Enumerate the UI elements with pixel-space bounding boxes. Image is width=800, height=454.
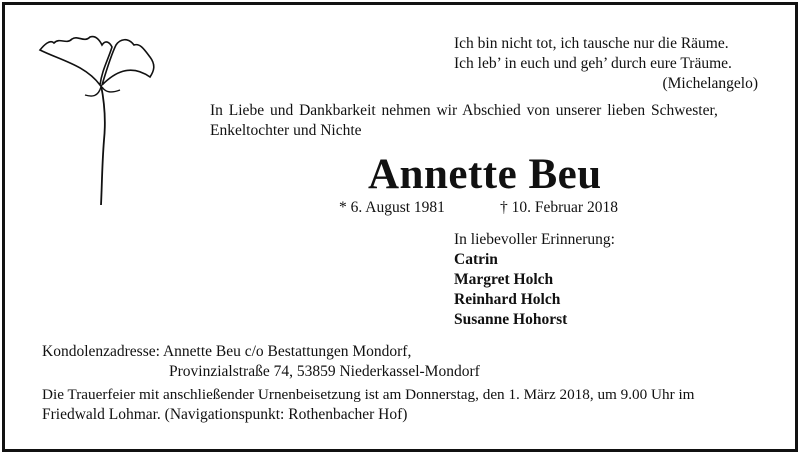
intro-line-2: Enkeltochter und Nichte	[210, 122, 362, 139]
quote-author: (Michelangelo)	[662, 75, 758, 92]
mourner-name: Susanne Hohorst	[454, 311, 568, 328]
birth-date: * 6. August 1981	[339, 199, 445, 216]
quote-line-1: Ich bin nicht tot, ich tausche nur die Räume.	[454, 35, 729, 52]
mourner-name: Reinhard Holch	[454, 291, 561, 308]
quote-line-2: Ich leb’ in euch und geh’ durch eure Träume.	[454, 55, 732, 72]
intro-line-1: In Liebe und Dankbarkeit nehmen wir Abschied von unserer lieben Schwester,	[210, 102, 718, 119]
mourner-name: Catrin	[454, 251, 498, 268]
mourners-heading: In liebevoller Erinnerung:	[454, 231, 615, 248]
condolence-line-2: Provinzialstraße 74, 53859 Niederkassel-Mondorf	[169, 363, 480, 380]
funeral-line-2: Friedwald Lohmar. (Navigationspunkt: Rothenbacher Hof)	[42, 406, 408, 423]
deceased-name: Annette Beu	[368, 151, 602, 198]
death-date: † 10. Februar 2018	[500, 199, 618, 216]
ginkgo-leaf-icon	[30, 25, 165, 210]
mourner-name: Margret Holch	[454, 271, 554, 288]
condolence-line-1: Kondolenzadresse: Annette Beu c/o Bestattungen Mondorf,	[42, 343, 412, 360]
funeral-line-1: Die Trauerfeier mit anschließender Urnenbeisetzung ist am Donnerstag, den 1. März 2018, um 9.00 Uhr im	[42, 386, 695, 403]
